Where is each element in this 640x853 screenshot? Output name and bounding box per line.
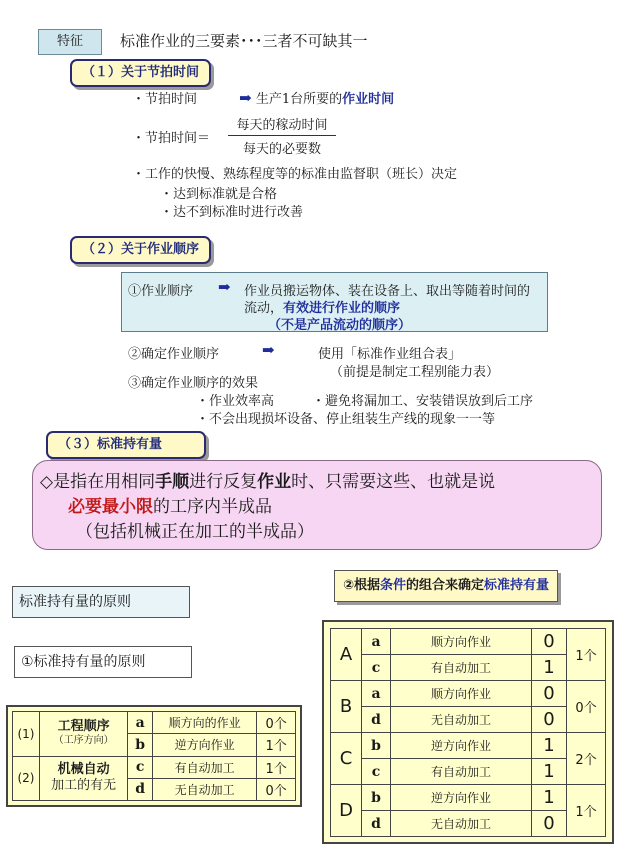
formula-denominator: 每天的必要数: [242, 142, 321, 157]
principles-subheading: ①标准持有量的原则: [14, 646, 192, 678]
item-c-letter: c: [128, 756, 153, 778]
def-l2b: 的工序内半成品: [153, 497, 272, 517]
def-l1c: 进行反复: [189, 472, 258, 492]
takt-desc: 生产1台所要的: [255, 92, 343, 107]
condition-value: 0: [532, 707, 567, 733]
takt-sub1: ・达到标准就是合格: [160, 187, 278, 202]
arrow-right-icon: ➡: [239, 89, 252, 107]
section1-label: （１）关于节拍时间: [70, 59, 211, 87]
row1-title-cell: [39, 712, 127, 757]
condition-text: 顺方向作业: [391, 681, 532, 707]
effect-2: ・避免将漏加工、安装错误放到后工序: [312, 394, 534, 409]
item-d-value: 0个: [257, 778, 296, 800]
group-total: 0个: [567, 681, 606, 733]
condition-text: 无自动加工: [391, 707, 532, 733]
def-l1b: 手顺: [155, 472, 190, 492]
comb-h-b: 条件: [380, 578, 407, 593]
definition-line1: [40, 467, 495, 492]
item-c-value: 1个: [257, 756, 296, 778]
item-d-text: 无自动加工: [153, 778, 257, 800]
arrow-right-icon: ➡: [262, 341, 275, 359]
condition-value: 0: [532, 681, 567, 707]
row1-subtitle: （工序方向）: [53, 734, 114, 746]
work-order-label: ①作业顺序: [128, 284, 194, 299]
condition-value: 1: [532, 733, 567, 759]
def-l1d: 作业: [257, 472, 292, 492]
row2-title-cell: [39, 756, 127, 801]
group-label: A: [331, 629, 362, 681]
combinations-table: [322, 620, 614, 844]
condition-text: 逆方向作业: [391, 733, 532, 759]
group-label: B: [331, 681, 362, 733]
item-b-letter: b: [128, 734, 153, 756]
condition-letter: b: [362, 733, 391, 759]
condition-letter: d: [362, 811, 391, 837]
group-total: 1个: [567, 629, 606, 681]
determine-order-line2: （前提是制定工程别能力表）: [330, 365, 500, 380]
takt-formula-prefix: ・节拍时间＝: [132, 131, 211, 146]
principles-heading: 标准持有量的原则: [12, 586, 190, 618]
takt-desc-bold: 作业时间: [342, 92, 395, 107]
condition-text: 顺方向作业: [391, 629, 532, 655]
group-label: C: [331, 733, 362, 785]
group-total: 1个: [567, 785, 606, 837]
definition-line2: [68, 492, 272, 517]
takt-sub2: ・达不到标准时进行改善: [160, 205, 304, 220]
determine-order-line1: 使用「标准作业组合表」: [318, 347, 462, 362]
condition-text: 逆方向作业: [391, 785, 532, 811]
combinations-heading: [334, 570, 558, 602]
condition-text: 有自动加工: [391, 655, 532, 681]
condition-value: 0: [532, 629, 567, 655]
page-title: 标准作业的三要素･･･三者不可缺其一: [120, 32, 368, 50]
formula-numerator: 每天的稼动时间: [228, 114, 336, 136]
effect-3: ・不会出现损坏设备、停止组装生产线的现象一一等: [196, 412, 496, 427]
definition-line3: （包括机械正在加工的半成品）: [76, 522, 314, 542]
comb-h-a: ②根据: [343, 578, 381, 593]
def-l1e: 时、只需要这些、也就是说: [291, 472, 496, 492]
condition-letter: b: [362, 785, 391, 811]
row2-title2: 加工的有无: [51, 778, 117, 794]
item-b-text: 逆方向作业: [153, 734, 257, 756]
work-order-line2a: 流动，: [244, 301, 284, 316]
section3-label: （３）标准持有量: [46, 431, 206, 459]
group-label: D: [331, 785, 362, 837]
condition-letter: c: [362, 759, 391, 785]
condition-text: 无自动加工: [391, 811, 532, 837]
condition-letter: a: [362, 681, 391, 707]
row1-title: 工程顺序: [57, 718, 110, 734]
comb-h-c: 的组合来确定: [406, 578, 485, 593]
group-total: 2个: [567, 733, 606, 785]
effects-label: ③确定作业顺序的效果: [128, 376, 259, 391]
determine-order-label: ②确定作业顺序: [128, 347, 220, 362]
item-c-text: 有自动加工: [153, 756, 257, 778]
effect-1: ・作业效率高: [196, 394, 275, 409]
arrow-right-icon: ➡: [218, 278, 231, 296]
comb-h-d: 标准持有量: [484, 578, 550, 593]
condition-value: 1: [532, 785, 567, 811]
row1-number: (1): [13, 712, 40, 757]
condition-value: 0: [532, 811, 567, 837]
def-l2a: 必要最小限: [68, 497, 153, 517]
work-order-line1: 作业员搬运物体、装在设备上、取出等随着时间的: [244, 284, 531, 299]
row2-title1: 机械自动: [57, 762, 110, 778]
condition-letter: a: [362, 629, 391, 655]
item-b-value: 1个: [257, 734, 296, 756]
condition-letter: c: [362, 655, 391, 681]
item-a-text: 顺方向的作业: [153, 712, 257, 734]
takt-prefix: ・节拍时间: [132, 92, 198, 107]
section2-label: （２）关于作业顺序: [70, 236, 211, 264]
feature-tag: 特征: [38, 29, 102, 55]
work-order-line3: （不是产品流动的顺序）: [268, 318, 412, 333]
work-order-line2b: 有效进行作业的顺序: [283, 301, 401, 316]
item-a-value: 0个: [257, 712, 296, 734]
item-d-letter: d: [128, 778, 153, 800]
principles-table: [6, 705, 302, 807]
takt-line1: [132, 88, 394, 107]
condition-value: 1: [532, 759, 567, 785]
item-a-letter: a: [128, 712, 153, 734]
takt-line3: ・工作的快慢、熟练程度等的标准由监督职（班长）决定: [132, 167, 458, 182]
row2-number: (2): [13, 756, 40, 801]
def-l1a: ◇是指在用相同: [40, 472, 156, 492]
condition-value: 1: [532, 655, 567, 681]
condition-letter: d: [362, 707, 391, 733]
condition-text: 有自动加工: [391, 759, 532, 785]
